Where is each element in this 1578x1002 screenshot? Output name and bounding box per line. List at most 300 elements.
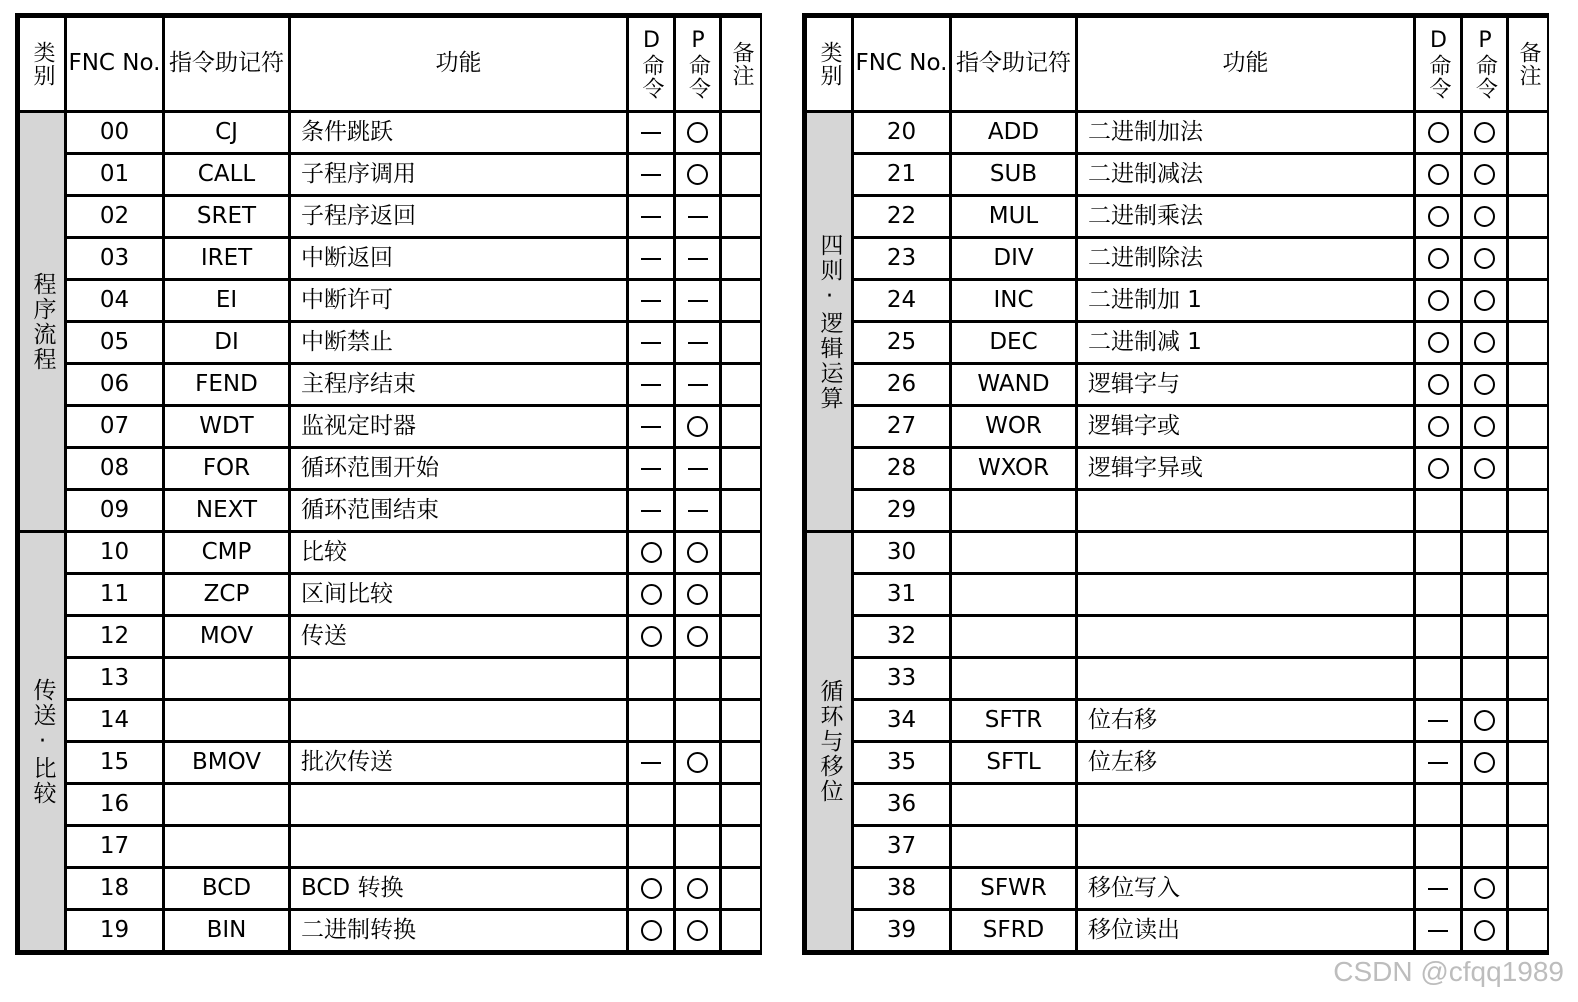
p-command-cell — [1463, 827, 1506, 866]
d-command-cell — [629, 575, 673, 614]
p-command-cell — [1463, 197, 1506, 236]
remark-cell — [1509, 575, 1547, 614]
supported-circle-icon — [1428, 416, 1449, 437]
mnemonic-cell: BIN — [165, 911, 288, 950]
fnc-number-cell: 11 — [67, 575, 162, 614]
header-remark: 备注 — [722, 18, 760, 110]
supported-circle-icon — [1428, 290, 1449, 311]
d-command-cell — [629, 407, 673, 446]
not-supported-dash-icon — [688, 216, 708, 218]
p-command-cell — [676, 407, 719, 446]
supported-circle-icon — [687, 542, 708, 563]
mnemonic-cell — [165, 701, 288, 740]
supported-circle-icon — [1474, 122, 1495, 143]
supported-circle-icon — [687, 752, 708, 773]
remark-cell — [1509, 407, 1547, 446]
fnc-number-cell: 12 — [67, 617, 162, 656]
d-command-cell — [1416, 743, 1460, 782]
mnemonic-cell — [952, 827, 1075, 866]
d-command-cell — [629, 827, 673, 866]
not-supported-dash-icon — [688, 510, 708, 512]
p-command-cell — [1463, 155, 1506, 194]
d-command-cell — [629, 743, 673, 782]
function-cell: 二进制加 1 — [1078, 281, 1413, 320]
remark-cell — [1509, 743, 1547, 782]
mnemonic-cell: ADD — [952, 113, 1075, 152]
p-command-cell — [676, 155, 719, 194]
p-command-cell — [676, 701, 719, 740]
function-cell: 中断许可 — [291, 281, 626, 320]
d-command-cell — [629, 281, 673, 320]
p-command-cell — [1463, 617, 1506, 656]
p-command-cell — [1463, 533, 1506, 572]
function-cell: 二进制除法 — [1078, 239, 1413, 278]
mnemonic-cell: SFWR — [952, 869, 1075, 908]
d-command-cell — [1416, 827, 1460, 866]
d-command-cell — [629, 533, 673, 572]
fnc-number-cell: 27 — [854, 407, 949, 446]
d-command-cell — [1416, 701, 1460, 740]
remark-cell — [722, 827, 760, 866]
header-fnc-no: FNC No. — [67, 18, 162, 110]
d-command-cell — [629, 617, 673, 656]
mnemonic-cell: FOR — [165, 449, 288, 488]
category-cell: 循环与移位 — [807, 533, 851, 950]
mnemonic-cell: SFTL — [952, 743, 1075, 782]
p-command-cell — [676, 113, 719, 152]
remark-cell — [722, 869, 760, 908]
supported-circle-icon — [1474, 374, 1495, 395]
function-cell — [1078, 659, 1413, 698]
d-command-cell — [629, 239, 673, 278]
p-command-cell — [676, 323, 719, 362]
not-supported-dash-icon — [688, 384, 708, 386]
p-command-cell — [1463, 113, 1506, 152]
supported-circle-icon — [641, 878, 662, 899]
function-cell: 二进制转换 — [291, 911, 626, 950]
remark-cell — [722, 575, 760, 614]
p-command-cell — [676, 281, 719, 320]
p-command-cell — [676, 239, 719, 278]
d-command-cell — [1416, 323, 1460, 362]
d-command-cell — [629, 785, 673, 824]
remark-cell — [1509, 533, 1547, 572]
fnc-number-cell: 20 — [854, 113, 949, 152]
remark-cell — [1509, 491, 1547, 530]
not-supported-dash-icon — [641, 762, 661, 764]
mnemonic-cell — [952, 785, 1075, 824]
category-cell: 四则·逻辑运算 — [807, 113, 851, 530]
function-cell: 条件跳跃 — [291, 113, 626, 152]
mnemonic-cell: FEND — [165, 365, 288, 404]
function-cell: 子程序返回 — [291, 197, 626, 236]
p-command-cell — [1463, 701, 1506, 740]
mnemonic-cell: INC — [952, 281, 1075, 320]
function-cell — [1078, 617, 1413, 656]
supported-circle-icon — [687, 626, 708, 647]
header-category: 类别 — [20, 18, 64, 110]
p-command-cell — [1463, 323, 1506, 362]
p-command-cell — [676, 533, 719, 572]
supported-circle-icon — [1474, 878, 1495, 899]
remark-cell — [722, 239, 760, 278]
function-cell — [291, 701, 626, 740]
p-command-cell — [1463, 449, 1506, 488]
d-command-cell — [1416, 155, 1460, 194]
supported-circle-icon — [1474, 416, 1495, 437]
fnc-number-cell: 04 — [67, 281, 162, 320]
d-command-cell — [1416, 575, 1460, 614]
mnemonic-cell: ZCP — [165, 575, 288, 614]
function-cell — [1078, 533, 1413, 572]
supported-circle-icon — [1428, 122, 1449, 143]
supported-circle-icon — [1428, 374, 1449, 395]
header-mnemonic: 指令助记符 — [952, 18, 1075, 110]
mnemonic-cell: WAND — [952, 365, 1075, 404]
remark-cell — [1509, 365, 1547, 404]
d-command-cell — [629, 323, 673, 362]
fnc-number-cell: 15 — [67, 743, 162, 782]
d-command-cell — [1416, 785, 1460, 824]
mnemonic-cell — [952, 575, 1075, 614]
remark-cell — [1509, 911, 1547, 950]
function-cell: 位左移 — [1078, 743, 1413, 782]
function-cell: 批次传送 — [291, 743, 626, 782]
instruction-table-right — [802, 13, 1549, 955]
supported-circle-icon — [687, 878, 708, 899]
fnc-number-cell: 30 — [854, 533, 949, 572]
p-command-cell — [1463, 281, 1506, 320]
mnemonic-cell: CALL — [165, 155, 288, 194]
d-command-cell — [629, 491, 673, 530]
fnc-number-cell: 36 — [854, 785, 949, 824]
fnc-number-cell: 16 — [67, 785, 162, 824]
table-grid — [807, 18, 1544, 950]
mnemonic-cell — [952, 491, 1075, 530]
fnc-number-cell: 25 — [854, 323, 949, 362]
supported-circle-icon — [641, 626, 662, 647]
d-command-cell — [629, 869, 673, 908]
supported-circle-icon — [1474, 710, 1495, 731]
function-cell — [291, 659, 626, 698]
remark-cell — [722, 155, 760, 194]
supported-circle-icon — [1428, 458, 1449, 479]
function-cell: 逻辑字异或 — [1078, 449, 1413, 488]
supported-circle-icon — [1428, 164, 1449, 185]
fnc-number-cell: 05 — [67, 323, 162, 362]
fnc-number-cell: 32 — [854, 617, 949, 656]
header-function: 功能 — [291, 18, 626, 110]
not-supported-dash-icon — [641, 468, 661, 470]
fnc-number-cell: 37 — [854, 827, 949, 866]
supported-circle-icon — [687, 584, 708, 605]
d-command-cell — [1416, 407, 1460, 446]
not-supported-dash-icon — [1428, 930, 1448, 932]
not-supported-dash-icon — [688, 300, 708, 302]
fnc-number-cell: 10 — [67, 533, 162, 572]
mnemonic-cell: WOR — [952, 407, 1075, 446]
fnc-number-cell: 33 — [854, 659, 949, 698]
supported-circle-icon — [1474, 248, 1495, 269]
remark-cell — [722, 911, 760, 950]
fnc-number-cell: 03 — [67, 239, 162, 278]
mnemonic-cell: CJ — [165, 113, 288, 152]
not-supported-dash-icon — [641, 426, 661, 428]
fnc-number-cell: 38 — [854, 869, 949, 908]
mnemonic-cell: DEC — [952, 323, 1075, 362]
category-cell: 传送·比较 — [20, 533, 64, 950]
fnc-number-cell: 22 — [854, 197, 949, 236]
function-cell — [1078, 575, 1413, 614]
fnc-number-cell: 07 — [67, 407, 162, 446]
function-cell: 逻辑字与 — [1078, 365, 1413, 404]
fnc-number-cell: 06 — [67, 365, 162, 404]
mnemonic-cell: DI — [165, 323, 288, 362]
d-command-cell — [1416, 911, 1460, 950]
fnc-number-cell: 14 — [67, 701, 162, 740]
function-cell: 监视定时器 — [291, 407, 626, 446]
supported-circle-icon — [687, 122, 708, 143]
d-command-cell — [1416, 197, 1460, 236]
p-command-cell — [1463, 869, 1506, 908]
remark-cell — [722, 197, 760, 236]
supported-circle-icon — [687, 164, 708, 185]
function-cell — [1078, 785, 1413, 824]
p-command-cell — [676, 659, 719, 698]
d-command-cell — [1416, 365, 1460, 404]
table-grid — [20, 18, 757, 950]
mnemonic-cell: WDT — [165, 407, 288, 446]
d-command-cell — [1416, 869, 1460, 908]
remark-cell — [1509, 617, 1547, 656]
function-cell — [291, 827, 626, 866]
remark-cell — [1509, 869, 1547, 908]
header-d-command: D命令 — [629, 18, 673, 110]
mnemonic-cell: SRET — [165, 197, 288, 236]
remark-cell — [1509, 323, 1547, 362]
function-cell: 中断返回 — [291, 239, 626, 278]
mnemonic-cell: BCD — [165, 869, 288, 908]
mnemonic-cell — [165, 659, 288, 698]
remark-cell — [1509, 281, 1547, 320]
d-command-cell — [1416, 533, 1460, 572]
p-command-cell — [676, 491, 719, 530]
function-cell: 二进制乘法 — [1078, 197, 1413, 236]
function-cell: 二进制加法 — [1078, 113, 1413, 152]
remark-cell — [722, 533, 760, 572]
fnc-number-cell: 21 — [854, 155, 949, 194]
d-command-cell — [1416, 491, 1460, 530]
p-command-cell — [1463, 659, 1506, 698]
supported-circle-icon — [1428, 332, 1449, 353]
header-mnemonic: 指令助记符 — [165, 18, 288, 110]
not-supported-dash-icon — [641, 510, 661, 512]
function-cell: 比较 — [291, 533, 626, 572]
remark-cell — [722, 365, 760, 404]
p-command-cell — [676, 785, 719, 824]
instruction-table-left — [15, 13, 762, 955]
supported-circle-icon — [1474, 206, 1495, 227]
fnc-number-cell: 35 — [854, 743, 949, 782]
remark-cell — [1509, 197, 1547, 236]
d-command-cell — [629, 197, 673, 236]
p-command-cell — [1463, 743, 1506, 782]
remark-cell — [722, 491, 760, 530]
not-supported-dash-icon — [641, 132, 661, 134]
remark-cell — [722, 617, 760, 656]
supported-circle-icon — [1428, 248, 1449, 269]
function-cell: 移位写入 — [1078, 869, 1413, 908]
not-supported-dash-icon — [641, 258, 661, 260]
supported-circle-icon — [641, 584, 662, 605]
header-p-command: P命令 — [676, 18, 719, 110]
mnemonic-cell: SFTR — [952, 701, 1075, 740]
fnc-number-cell: 02 — [67, 197, 162, 236]
supported-circle-icon — [1474, 332, 1495, 353]
remark-cell — [1509, 155, 1547, 194]
d-command-cell — [1416, 113, 1460, 152]
d-command-cell — [629, 701, 673, 740]
mnemonic-cell: SFRD — [952, 911, 1075, 950]
d-command-cell — [629, 449, 673, 488]
header-fnc-no: FNC No. — [854, 18, 949, 110]
not-supported-dash-icon — [641, 174, 661, 176]
fnc-number-cell: 00 — [67, 113, 162, 152]
supported-circle-icon — [1428, 206, 1449, 227]
header-remark: 备注 — [1509, 18, 1547, 110]
remark-cell — [1509, 785, 1547, 824]
header-function: 功能 — [1078, 18, 1413, 110]
fnc-number-cell: 34 — [854, 701, 949, 740]
fnc-number-cell: 23 — [854, 239, 949, 278]
fnc-number-cell: 18 — [67, 869, 162, 908]
p-command-cell — [676, 911, 719, 950]
d-command-cell — [629, 155, 673, 194]
supported-circle-icon — [1474, 290, 1495, 311]
fnc-number-cell: 17 — [67, 827, 162, 866]
remark-cell — [722, 743, 760, 782]
remark-cell — [722, 659, 760, 698]
mnemonic-cell: CMP — [165, 533, 288, 572]
p-command-cell — [676, 575, 719, 614]
d-command-cell — [629, 659, 673, 698]
remark-cell — [1509, 659, 1547, 698]
remark-cell — [722, 785, 760, 824]
remark-cell — [722, 113, 760, 152]
supported-circle-icon — [1474, 752, 1495, 773]
p-command-cell — [1463, 365, 1506, 404]
fnc-number-cell: 24 — [854, 281, 949, 320]
d-command-cell — [1416, 281, 1460, 320]
remark-cell — [722, 281, 760, 320]
p-command-cell — [1463, 239, 1506, 278]
function-cell: 区间比较 — [291, 575, 626, 614]
mnemonic-cell: NEXT — [165, 491, 288, 530]
remark-cell — [722, 407, 760, 446]
p-command-cell — [1463, 785, 1506, 824]
mnemonic-cell — [952, 617, 1075, 656]
not-supported-dash-icon — [641, 216, 661, 218]
mnemonic-cell — [165, 785, 288, 824]
not-supported-dash-icon — [688, 258, 708, 260]
remark-cell — [1509, 701, 1547, 740]
remark-cell — [722, 323, 760, 362]
mnemonic-cell: SUB — [952, 155, 1075, 194]
function-cell — [291, 785, 626, 824]
not-supported-dash-icon — [1428, 888, 1448, 890]
fnc-number-cell: 28 — [854, 449, 949, 488]
remark-cell — [1509, 239, 1547, 278]
mnemonic-cell: MUL — [952, 197, 1075, 236]
d-command-cell — [1416, 449, 1460, 488]
fnc-number-cell: 29 — [854, 491, 949, 530]
p-command-cell — [676, 449, 719, 488]
mnemonic-cell: DIV — [952, 239, 1075, 278]
d-command-cell — [1416, 659, 1460, 698]
supported-circle-icon — [1474, 458, 1495, 479]
supported-circle-icon — [687, 416, 708, 437]
p-command-cell — [676, 743, 719, 782]
d-command-cell — [629, 365, 673, 404]
function-cell: 循环范围开始 — [291, 449, 626, 488]
function-cell: 中断禁止 — [291, 323, 626, 362]
supported-circle-icon — [641, 542, 662, 563]
mnemonic-cell: WXOR — [952, 449, 1075, 488]
not-supported-dash-icon — [688, 342, 708, 344]
mnemonic-cell — [952, 533, 1075, 572]
function-cell: 子程序调用 — [291, 155, 626, 194]
not-supported-dash-icon — [1428, 762, 1448, 764]
d-command-cell — [629, 113, 673, 152]
remark-cell — [1509, 827, 1547, 866]
header-category: 类别 — [807, 18, 851, 110]
fnc-number-cell: 31 — [854, 575, 949, 614]
not-supported-dash-icon — [641, 342, 661, 344]
p-command-cell — [676, 869, 719, 908]
p-command-cell — [676, 617, 719, 656]
function-cell: 位右移 — [1078, 701, 1413, 740]
function-cell: 传送 — [291, 617, 626, 656]
fnc-number-cell: 13 — [67, 659, 162, 698]
d-command-cell — [1416, 239, 1460, 278]
p-command-cell — [1463, 575, 1506, 614]
header-p-command: P命令 — [1463, 18, 1506, 110]
mnemonic-cell: EI — [165, 281, 288, 320]
not-supported-dash-icon — [688, 468, 708, 470]
supported-circle-icon — [1474, 164, 1495, 185]
function-cell — [1078, 491, 1413, 530]
fnc-number-cell: 19 — [67, 911, 162, 950]
supported-circle-icon — [1474, 920, 1495, 941]
not-supported-dash-icon — [1428, 720, 1448, 722]
supported-circle-icon — [641, 920, 662, 941]
category-cell: 程序流程 — [20, 113, 64, 530]
remark-cell — [722, 701, 760, 740]
mnemonic-cell: BMOV — [165, 743, 288, 782]
fnc-number-cell: 01 — [67, 155, 162, 194]
fnc-number-cell: 09 — [67, 491, 162, 530]
fnc-number-cell: 39 — [854, 911, 949, 950]
mnemonic-cell: MOV — [165, 617, 288, 656]
p-command-cell — [1463, 911, 1506, 950]
function-cell: 循环范围结束 — [291, 491, 626, 530]
p-command-cell — [676, 197, 719, 236]
function-cell — [1078, 827, 1413, 866]
mnemonic-cell: IRET — [165, 239, 288, 278]
not-supported-dash-icon — [641, 300, 661, 302]
fnc-number-cell: 08 — [67, 449, 162, 488]
p-command-cell — [676, 365, 719, 404]
